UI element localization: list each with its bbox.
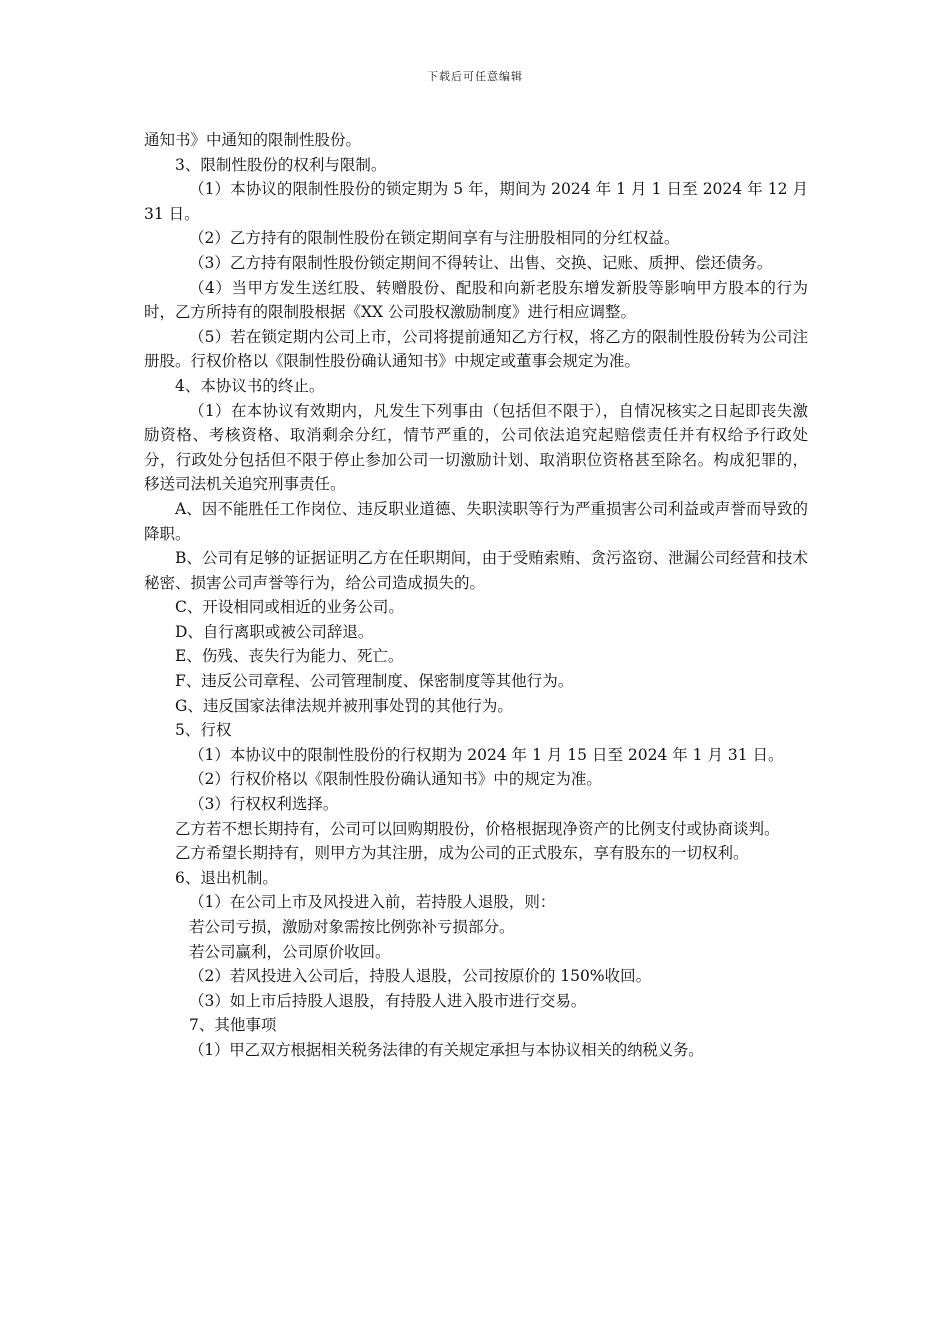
section-3-item-3: （3）乙方持有限制性股份锁定期间不得转让、出售、交换、记账、质押、偿还债务。 — [189, 253, 773, 272]
section-5-item-3: （3）行权权利选择。 — [189, 795, 339, 814]
section-3-item-2: （2）乙方持有的限制性股份在锁定期间享有与注册股相同的分红权益。 — [189, 229, 680, 248]
section-4-item-1: （1）在本协议有效期内，凡发生下列事由（包括但不限于），自情况核实之日起即丧失激励资格、考核资格、取消剩余分红，情节严重的，公司依法追究起赔偿责任并有权给予行政处分，行政处分包括但不限于停止参加公司一切激励计划、取消职位资格甚至除名。构成犯罪的，移送司法机关追究刑事责任。 — [144, 401, 808, 494]
section-6-item-1: （1）在公司上市及风投进入前，若持股人退股，则： — [189, 893, 556, 912]
section-7-heading: 7、其他事项 — [189, 1016, 277, 1035]
section-6-item-3: （3）如上市后持股人退股，有持股人进入股市进行交易。 — [189, 991, 587, 1010]
condition-d: D、自行离职或被公司辞退。 — [175, 622, 374, 641]
condition-e: E、伤残、丧失行为能力、死亡。 — [175, 647, 404, 666]
section-3-heading: 3、限制性股份的权利与限制。 — [175, 155, 387, 174]
condition-c: C、开设相同或相近的业务公司。 — [175, 598, 404, 617]
section-5-heading: 5、行权 — [175, 721, 232, 740]
section-6-item-2: （2）若风投进入公司后，持股人退股，公司按原价的 150%收回。 — [189, 967, 652, 986]
document-body — [144, 128, 808, 1063]
section-3-item-4: （4）当甲方发生送红股、转赠股份、配股和向新老股东增发新股等影响甲方股本的行为时，乙方所持有的限制股根据《XX 公司股权激励制度》进行相应调整。 — [144, 278, 808, 322]
condition-b: B、公司有足够的证据证明乙方在任职期间，由于受贿索贿、贪污盗窃、泄漏公司经营和技术秘密、损害公司声誉等行为，给公司造成损失的。 — [144, 549, 808, 592]
section-6-heading: 6、退出机制。 — [175, 868, 278, 887]
paragraph-notice-tail: 通知书》中通知的限制性股份。 — [144, 131, 362, 149]
page-header: 下载后可任意编辑 — [427, 70, 523, 83]
condition-g: G、违反国家法律法规并被刑事处罚的其他行为。 — [175, 696, 513, 715]
section-6-loss-case: 若公司亏损，激励对象需按比例弥补亏损部分。 — [189, 918, 515, 936]
condition-a: A、因不能胜任工作岗位、违反职业道德、失职渎职等行为严重损害公司利益或声誉而导致的降职。 — [144, 499, 808, 543]
section-7-item-1: （1）甲乙双方根据相关税务法律的有关规定承担与本协议相关的纳税义务。 — [189, 1040, 704, 1059]
section-5-item-1: （1）本协议中的限制性股份的行权期为 2024 年 1 月 15 日至 2024 年 1 月 31 日。 — [189, 745, 784, 764]
option-buyback: 乙方若不想长期持有，公司可以回购期股份，价格根据现净资产的比例支付或协商谈判。 — [175, 819, 780, 838]
section-5-item-2: （2）行权价格以《限制性股份确认通知书》中的规定为准。 — [189, 770, 602, 789]
section-3-item-5: （5）若在锁定期内公司上市，公司将提前通知乙方行权，将乙方的限制性股份转为公司注册股。行权价格以《限制性股份确认通知书》中规定或董事会规定为准。 — [144, 327, 808, 371]
option-hold: 乙方希望长期持有，则甲方为其注册，成为公司的正式股东，享有股东的一切权利。 — [175, 844, 749, 863]
section-4-heading: 4、本协议书的终止。 — [175, 376, 325, 395]
section-6-profit-case: 若公司赢利，公司原价收回。 — [189, 942, 391, 961]
section-3-item-1: （1）本协议的限制性股份的锁定期为 5 年，期间为 2024 年 1 月 1 日至 2024 年 12 月 31 日。 — [144, 180, 808, 223]
condition-f: F、违反公司章程、公司管理制度、保密制度等其他行为。 — [175, 672, 574, 691]
